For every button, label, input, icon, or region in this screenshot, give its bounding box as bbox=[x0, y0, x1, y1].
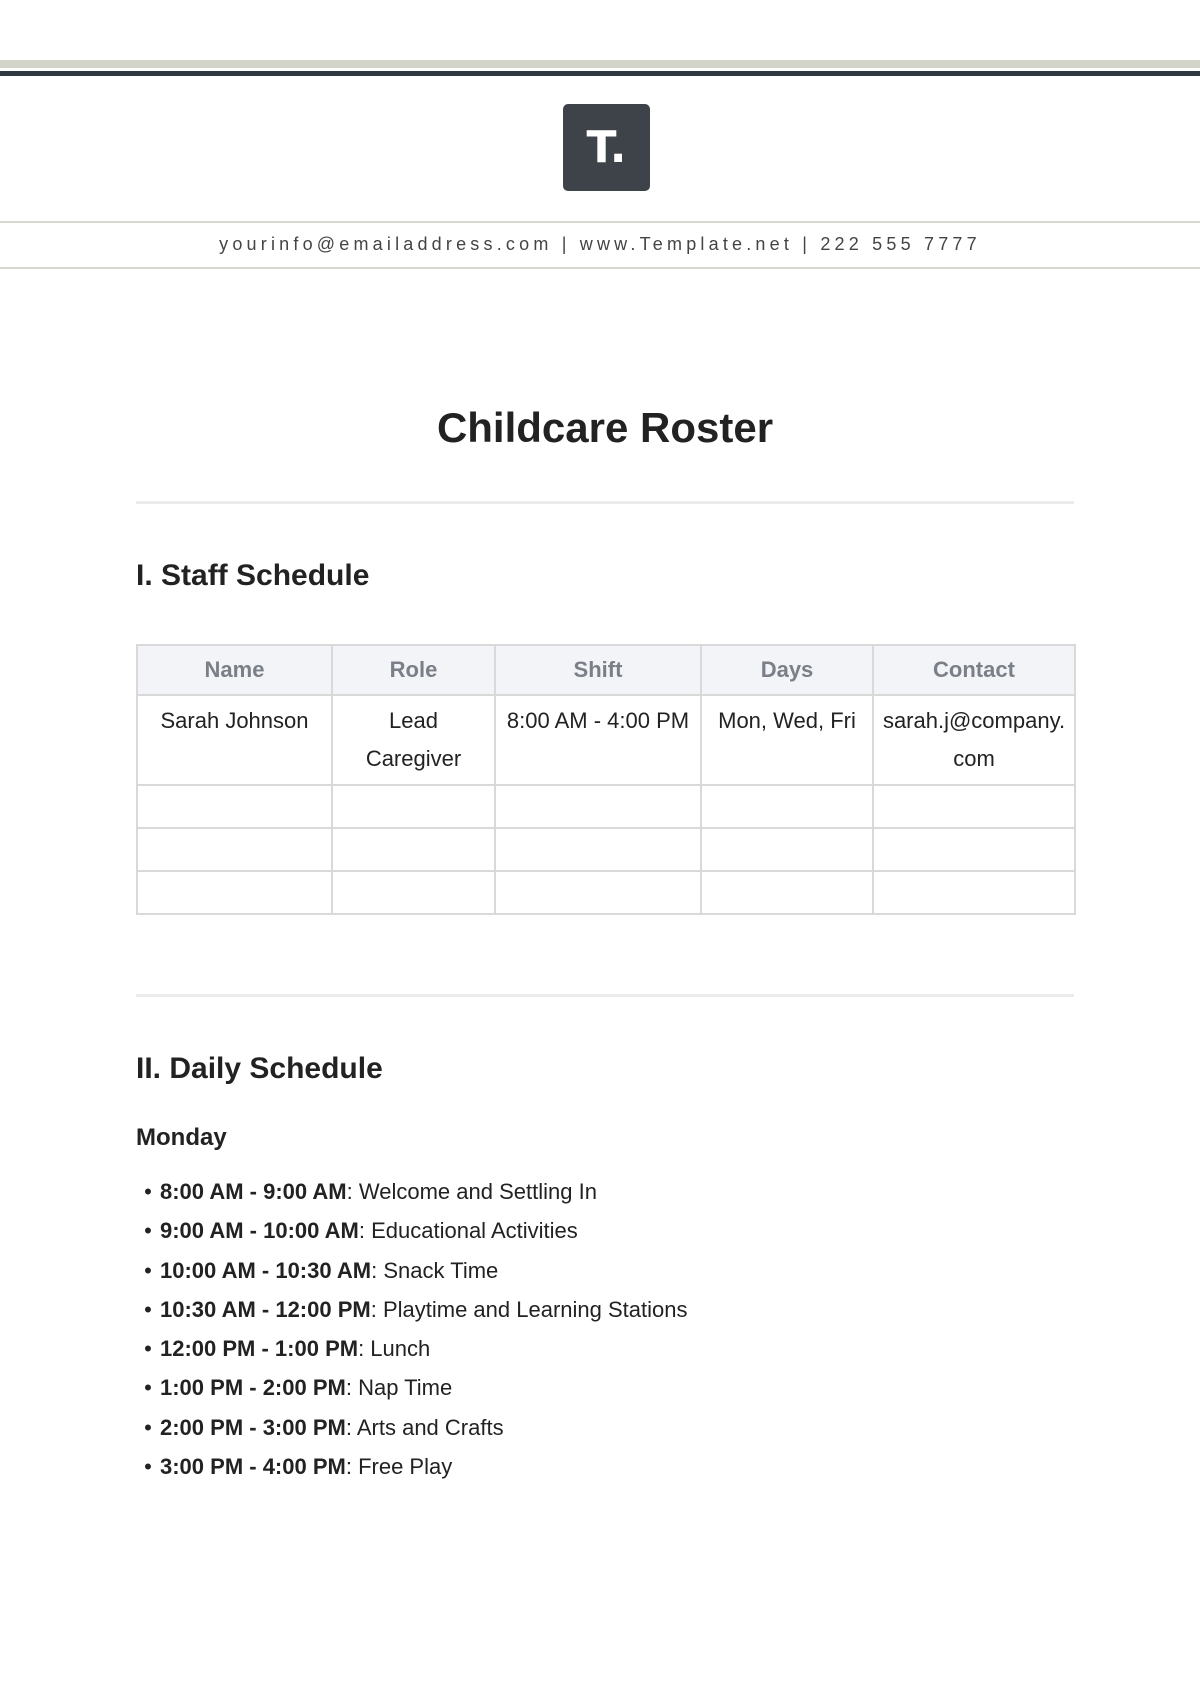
table-cell bbox=[701, 871, 873, 914]
column-header-shift: Shift bbox=[495, 645, 701, 695]
contact-info: yourinfo@emailaddress.com | www.Template.net | 222 555 7777 bbox=[219, 234, 981, 254]
section-divider bbox=[136, 501, 1074, 504]
daily-schedule-heading: II. Daily Schedule bbox=[136, 1052, 383, 1085]
activity-text: : Snack Time bbox=[371, 1257, 499, 1283]
company-logo: T. bbox=[563, 104, 650, 191]
table-cell bbox=[873, 785, 1075, 828]
table-row bbox=[137, 828, 1075, 871]
time-range: 2:00 PM - 3:00 PM bbox=[160, 1414, 346, 1440]
table-cell bbox=[495, 828, 701, 871]
activity-text: : Welcome and Settling In bbox=[346, 1179, 597, 1204]
list-item bbox=[136, 1211, 687, 1250]
list-item bbox=[136, 1329, 687, 1368]
time-range: 1:00 PM - 2:00 PM bbox=[160, 1375, 346, 1401]
column-header-name: Name bbox=[137, 645, 332, 695]
bullet-icon: • bbox=[144, 1218, 152, 1244]
list-item bbox=[136, 1447, 687, 1486]
time-range: 8:00 AM - 9:00 AM bbox=[160, 1179, 347, 1204]
activity-text: : Lunch bbox=[358, 1336, 431, 1362]
list-item bbox=[136, 1251, 687, 1290]
table-cell bbox=[137, 828, 332, 871]
table-cell: Sarah Johnson bbox=[137, 695, 332, 785]
table-row bbox=[137, 871, 1075, 914]
bullet-icon: • bbox=[144, 1257, 152, 1283]
day-label: Monday bbox=[136, 1124, 227, 1151]
bullet-icon: • bbox=[144, 1414, 152, 1440]
table-cell bbox=[332, 828, 495, 871]
activity-text: : Nap Time bbox=[345, 1375, 453, 1401]
bullet-icon: • bbox=[144, 1336, 152, 1362]
daily-schedule-list bbox=[136, 1172, 687, 1486]
staff-schedule-heading: I. Staff Schedule bbox=[136, 559, 370, 592]
table-row bbox=[137, 785, 1075, 828]
table-cell: sarah.j@company.com bbox=[873, 695, 1075, 785]
header-band-light bbox=[0, 60, 1200, 68]
list-item bbox=[136, 1408, 687, 1447]
table-row bbox=[137, 695, 1075, 785]
time-range: 12:00 PM - 1:00 PM bbox=[160, 1336, 359, 1362]
column-header-contact: Contact bbox=[873, 645, 1075, 695]
activity-text: : Educational Activities bbox=[358, 1218, 578, 1244]
table-cell: 8:00 AM - 4:00 PM bbox=[495, 695, 701, 785]
table-cell bbox=[873, 871, 1075, 914]
header-band-dark bbox=[0, 71, 1200, 76]
table-cell bbox=[873, 828, 1075, 871]
table-cell bbox=[495, 785, 701, 828]
staff-schedule-table bbox=[136, 644, 1076, 915]
table-cell bbox=[495, 871, 701, 914]
time-range: 10:00 AM - 10:30 AM bbox=[160, 1257, 372, 1283]
table-cell bbox=[332, 785, 495, 828]
activity-text: : Free Play bbox=[345, 1454, 453, 1480]
column-header-days: Days bbox=[701, 645, 873, 695]
bullet-icon: • bbox=[144, 1375, 152, 1401]
table-cell bbox=[701, 828, 873, 871]
table-cell bbox=[332, 871, 495, 914]
table-cell: Lead Caregiver bbox=[332, 695, 495, 785]
bullet-icon: • bbox=[144, 1179, 152, 1204]
list-item bbox=[136, 1172, 687, 1211]
activity-text: : Playtime and Learning Stations bbox=[370, 1296, 688, 1322]
bullet-icon: • bbox=[144, 1454, 152, 1480]
table-cell bbox=[137, 785, 332, 828]
column-header-role: Role bbox=[332, 645, 495, 695]
table-cell: Mon, Wed, Fri bbox=[701, 695, 873, 785]
time-range: 3:00 PM - 4:00 PM bbox=[160, 1454, 346, 1480]
list-item bbox=[136, 1290, 687, 1329]
table-cell bbox=[701, 785, 873, 828]
section-divider bbox=[136, 994, 1074, 997]
page-title: Childcare Roster bbox=[436, 404, 774, 451]
table-header-row bbox=[137, 645, 1075, 695]
list-item bbox=[136, 1368, 687, 1407]
contact-rule-top bbox=[0, 221, 1200, 223]
contact-rule-bottom bbox=[0, 267, 1200, 269]
time-range: 9:00 AM - 10:00 AM bbox=[160, 1218, 359, 1244]
activity-text: : Arts and Crafts bbox=[345, 1414, 504, 1440]
time-range: 10:30 AM - 12:00 PM bbox=[160, 1296, 371, 1322]
table-cell bbox=[137, 871, 332, 914]
bullet-icon: • bbox=[144, 1296, 152, 1322]
